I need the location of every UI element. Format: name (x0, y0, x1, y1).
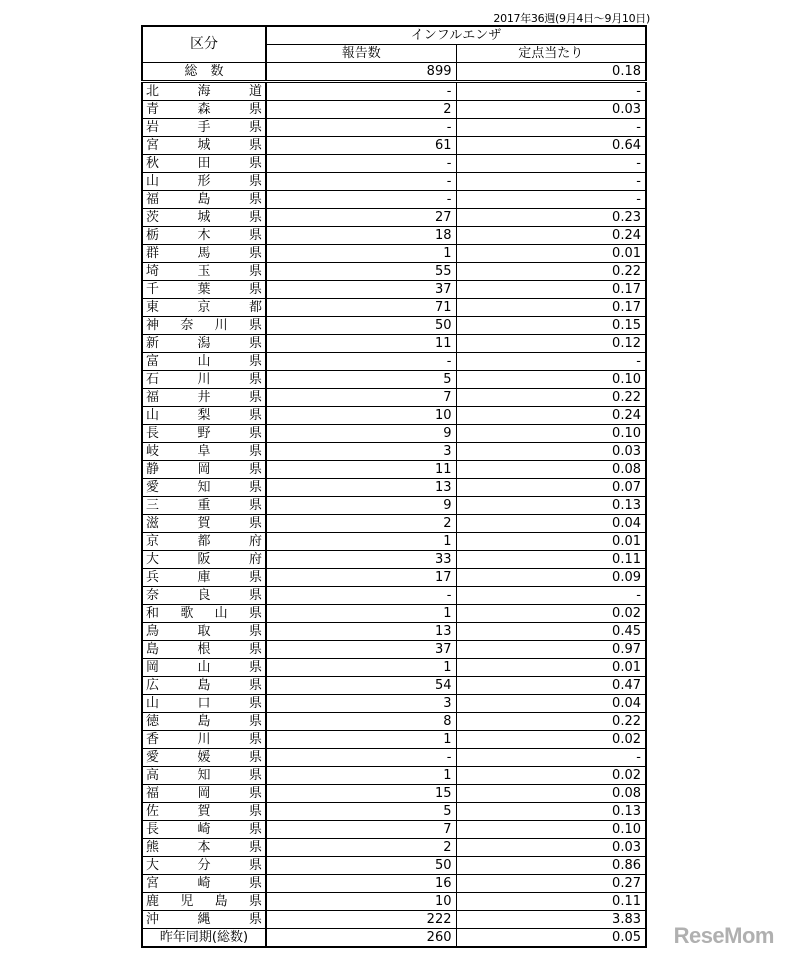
table-row (142, 749, 646, 767)
reports-cell: 9 (266, 497, 456, 515)
prefecture-name: 熊本県 (142, 839, 266, 857)
table-row (142, 119, 646, 137)
table-row (142, 641, 646, 659)
reports-cell: 1 (266, 659, 456, 677)
reports-cell: 5 (266, 803, 456, 821)
table-row (142, 821, 646, 839)
prefecture-name: 宮城県 (142, 137, 266, 155)
reports-cell: 1 (266, 245, 456, 263)
table-row (142, 353, 646, 371)
table-row (142, 443, 646, 461)
per-point-cell: - (456, 749, 646, 767)
reports-cell: 2 (266, 101, 456, 119)
table-row (142, 911, 646, 929)
per-point-cell: - (456, 353, 646, 371)
reports-cell: 3 (266, 695, 456, 713)
table-row (142, 299, 646, 317)
table-row (142, 263, 646, 281)
per-point-cell: 0.03 (456, 101, 646, 119)
per-point-cell: 0.12 (456, 335, 646, 353)
per-point-cell: 0.08 (456, 461, 646, 479)
reports-cell: - (266, 353, 456, 371)
table-row (142, 227, 646, 245)
table-row (142, 191, 646, 209)
per-point-cell: 0.45 (456, 623, 646, 641)
prefecture-name: 愛媛県 (142, 749, 266, 767)
reports-cell: 2 (266, 839, 456, 857)
table-row (142, 713, 646, 731)
per-point-cell: - (456, 173, 646, 191)
header-kubun: 区分 (142, 26, 266, 63)
per-point-cell: 0.07 (456, 479, 646, 497)
prefecture-name: 大阪府 (142, 551, 266, 569)
reports-cell: 18 (266, 227, 456, 245)
reports-cell: 7 (266, 821, 456, 839)
per-point-cell: 0.13 (456, 803, 646, 821)
per-point-cell: - (456, 155, 646, 173)
prefecture-name: 栃木県 (142, 227, 266, 245)
reports-cell: 9 (266, 425, 456, 443)
reports-cell: 27 (266, 209, 456, 227)
per-point-cell: 3.83 (456, 911, 646, 929)
prefecture-name: 島根県 (142, 641, 266, 659)
reports-cell: 2 (266, 515, 456, 533)
prefecture-name: 東京都 (142, 299, 266, 317)
table-row (142, 335, 646, 353)
reports-cell: 8 (266, 713, 456, 731)
reports-cell: 1 (266, 767, 456, 785)
prefecture-name: 山形県 (142, 173, 266, 191)
per-point-cell: 0.01 (456, 659, 646, 677)
prefecture-name: 広島県 (142, 677, 266, 695)
per-point-cell: 0.03 (456, 839, 646, 857)
table-row (142, 785, 646, 803)
reports-cell: 54 (266, 677, 456, 695)
prefecture-name: 山口県 (142, 695, 266, 713)
per-point-cell: 0.04 (456, 515, 646, 533)
prefecture-name: 兵庫県 (142, 569, 266, 587)
prefecture-name: 茨城県 (142, 209, 266, 227)
per-point-cell: 0.22 (456, 389, 646, 407)
reports-cell: 11 (266, 461, 456, 479)
reports-cell: 37 (266, 281, 456, 299)
per-point-cell: 0.09 (456, 569, 646, 587)
table-row (142, 551, 646, 569)
table-row (142, 461, 646, 479)
per-point-cell: 0.11 (456, 893, 646, 911)
table-row (142, 497, 646, 515)
table-row (142, 587, 646, 605)
per-point-cell: 0.10 (456, 425, 646, 443)
prefecture-name: 滋賀県 (142, 515, 266, 533)
prefecture-name: 佐賀県 (142, 803, 266, 821)
table-row (142, 173, 646, 191)
reports-cell: 1 (266, 533, 456, 551)
prefecture-name: 千葉県 (142, 281, 266, 299)
table-row (142, 893, 646, 911)
reports-cell: 11 (266, 335, 456, 353)
reports-cell: 13 (266, 623, 456, 641)
prefecture-name: 鳥取県 (142, 623, 266, 641)
prefecture-name: 奈良県 (142, 587, 266, 605)
total-row (142, 63, 646, 82)
per-point-cell: 0.02 (456, 605, 646, 623)
header-disease: インフルエンザ (266, 26, 646, 45)
last-year-per-point: 0.05 (456, 929, 646, 948)
prefecture-name: 群馬県 (142, 245, 266, 263)
reports-cell: 71 (266, 299, 456, 317)
reports-cell: - (266, 173, 456, 191)
table-row (142, 857, 646, 875)
prefecture-name: 石川県 (142, 371, 266, 389)
table-row (142, 731, 646, 749)
reports-cell: 61 (266, 137, 456, 155)
reports-cell: 3 (266, 443, 456, 461)
reports-cell: 33 (266, 551, 456, 569)
table-row (142, 533, 646, 551)
prefecture-name: 沖縄県 (142, 911, 266, 929)
prefecture-name: 岐阜県 (142, 443, 266, 461)
prefecture-name: 宮崎県 (142, 875, 266, 893)
prefecture-name: 高知県 (142, 767, 266, 785)
total-label: 総 数 (142, 63, 266, 82)
table-row (142, 317, 646, 335)
header-reports: 報告数 (266, 45, 456, 63)
per-point-cell: 0.10 (456, 821, 646, 839)
table-row (142, 875, 646, 893)
resemom-logo: ReseMom (673, 923, 774, 948)
prefecture-name: 香川県 (142, 731, 266, 749)
reports-cell: 222 (266, 911, 456, 929)
per-point-cell: 0.01 (456, 245, 646, 263)
per-point-cell: 0.24 (456, 407, 646, 425)
reports-cell: 1 (266, 605, 456, 623)
prefecture-name: 長野県 (142, 425, 266, 443)
reports-cell: 10 (266, 407, 456, 425)
table-row (142, 479, 646, 497)
per-point-cell: 0.10 (456, 371, 646, 389)
table-row (142, 371, 646, 389)
per-point-cell: - (456, 82, 646, 101)
last-year-row (142, 929, 646, 948)
table-row (142, 695, 646, 713)
prefecture-name: 青森県 (142, 101, 266, 119)
prefecture-name: 三重県 (142, 497, 266, 515)
per-point-cell: 0.22 (456, 263, 646, 281)
reports-cell: 17 (266, 569, 456, 587)
per-point-cell: 0.04 (456, 695, 646, 713)
table-row (142, 839, 646, 857)
per-point-cell: - (456, 587, 646, 605)
reports-cell: - (266, 191, 456, 209)
prefecture-name: 福島県 (142, 191, 266, 209)
per-point-cell: 0.03 (456, 443, 646, 461)
table-row (142, 659, 646, 677)
per-point-cell: 0.13 (456, 497, 646, 515)
table-row (142, 623, 646, 641)
prefecture-name: 長崎県 (142, 821, 266, 839)
prefecture-name: 山梨県 (142, 407, 266, 425)
prefecture-name: 京都府 (142, 533, 266, 551)
per-point-cell: - (456, 191, 646, 209)
last-year-reports: 260 (266, 929, 456, 948)
table-row (142, 209, 646, 227)
reports-cell: 16 (266, 875, 456, 893)
prefecture-name: 福岡県 (142, 785, 266, 803)
table-row (142, 137, 646, 155)
total-reports: 899 (266, 63, 456, 82)
prefecture-name: 福井県 (142, 389, 266, 407)
per-point-cell: 0.22 (456, 713, 646, 731)
table-row (142, 605, 646, 623)
reports-cell: - (266, 119, 456, 137)
per-point-cell: 0.47 (456, 677, 646, 695)
per-point-cell: 0.01 (456, 533, 646, 551)
prefecture-name: 新潟県 (142, 335, 266, 353)
prefecture-name: 愛知県 (142, 479, 266, 497)
reports-cell: - (266, 155, 456, 173)
prefecture-name: 大分県 (142, 857, 266, 875)
reports-cell: 50 (266, 317, 456, 335)
header-row-1 (142, 26, 646, 45)
reports-cell: 37 (266, 641, 456, 659)
per-point-cell: 0.97 (456, 641, 646, 659)
reports-cell: 55 (266, 263, 456, 281)
prefecture-name: 鹿児島県 (142, 893, 266, 911)
per-point-cell: 0.02 (456, 731, 646, 749)
per-point-cell: 0.24 (456, 227, 646, 245)
table-row (142, 425, 646, 443)
reports-cell: - (266, 587, 456, 605)
prefecture-name: 埼玉県 (142, 263, 266, 281)
reports-cell: - (266, 749, 456, 767)
reports-cell: 50 (266, 857, 456, 875)
prefecture-name: 北海道 (142, 82, 266, 101)
total-per-point: 0.18 (456, 63, 646, 82)
prefecture-name: 富山県 (142, 353, 266, 371)
reports-cell: 7 (266, 389, 456, 407)
table-row (142, 569, 646, 587)
reports-cell: - (266, 82, 456, 101)
prefecture-name: 神奈川県 (142, 317, 266, 335)
per-point-cell: 0.23 (456, 209, 646, 227)
table-row (142, 677, 646, 695)
reports-cell: 1 (266, 731, 456, 749)
per-point-cell: 0.64 (456, 137, 646, 155)
per-point-cell: 0.17 (456, 299, 646, 317)
reports-cell: 13 (266, 479, 456, 497)
reports-cell: 10 (266, 893, 456, 911)
prefecture-name: 岡山県 (142, 659, 266, 677)
table-row (142, 281, 646, 299)
per-point-cell: 0.17 (456, 281, 646, 299)
prefecture-name: 秋田県 (142, 155, 266, 173)
per-point-cell: 0.02 (456, 767, 646, 785)
per-point-cell: 0.15 (456, 317, 646, 335)
table-row (142, 82, 646, 101)
prefecture-name: 岩手県 (142, 119, 266, 137)
header-per-point: 定点当たり (456, 45, 646, 63)
table-row (142, 245, 646, 263)
table-row (142, 389, 646, 407)
prefecture-name: 徳島県 (142, 713, 266, 731)
influenza-table (141, 25, 647, 948)
per-point-cell: 0.11 (456, 551, 646, 569)
reports-cell: 5 (266, 371, 456, 389)
per-point-cell: 0.27 (456, 875, 646, 893)
table-row (142, 803, 646, 821)
table-caption: 2017年36週(9月4日～9月10日) (493, 12, 650, 25)
per-point-cell: 0.86 (456, 857, 646, 875)
reports-cell: 15 (266, 785, 456, 803)
table-row (142, 155, 646, 173)
table-row (142, 767, 646, 785)
per-point-cell: 0.08 (456, 785, 646, 803)
table-row (142, 101, 646, 119)
prefecture-name: 和歌山県 (142, 605, 266, 623)
table-row (142, 407, 646, 425)
last-year-label: 昨年同期(総数) (142, 929, 266, 948)
prefecture-name: 静岡県 (142, 461, 266, 479)
table-row (142, 515, 646, 533)
per-point-cell: - (456, 119, 646, 137)
